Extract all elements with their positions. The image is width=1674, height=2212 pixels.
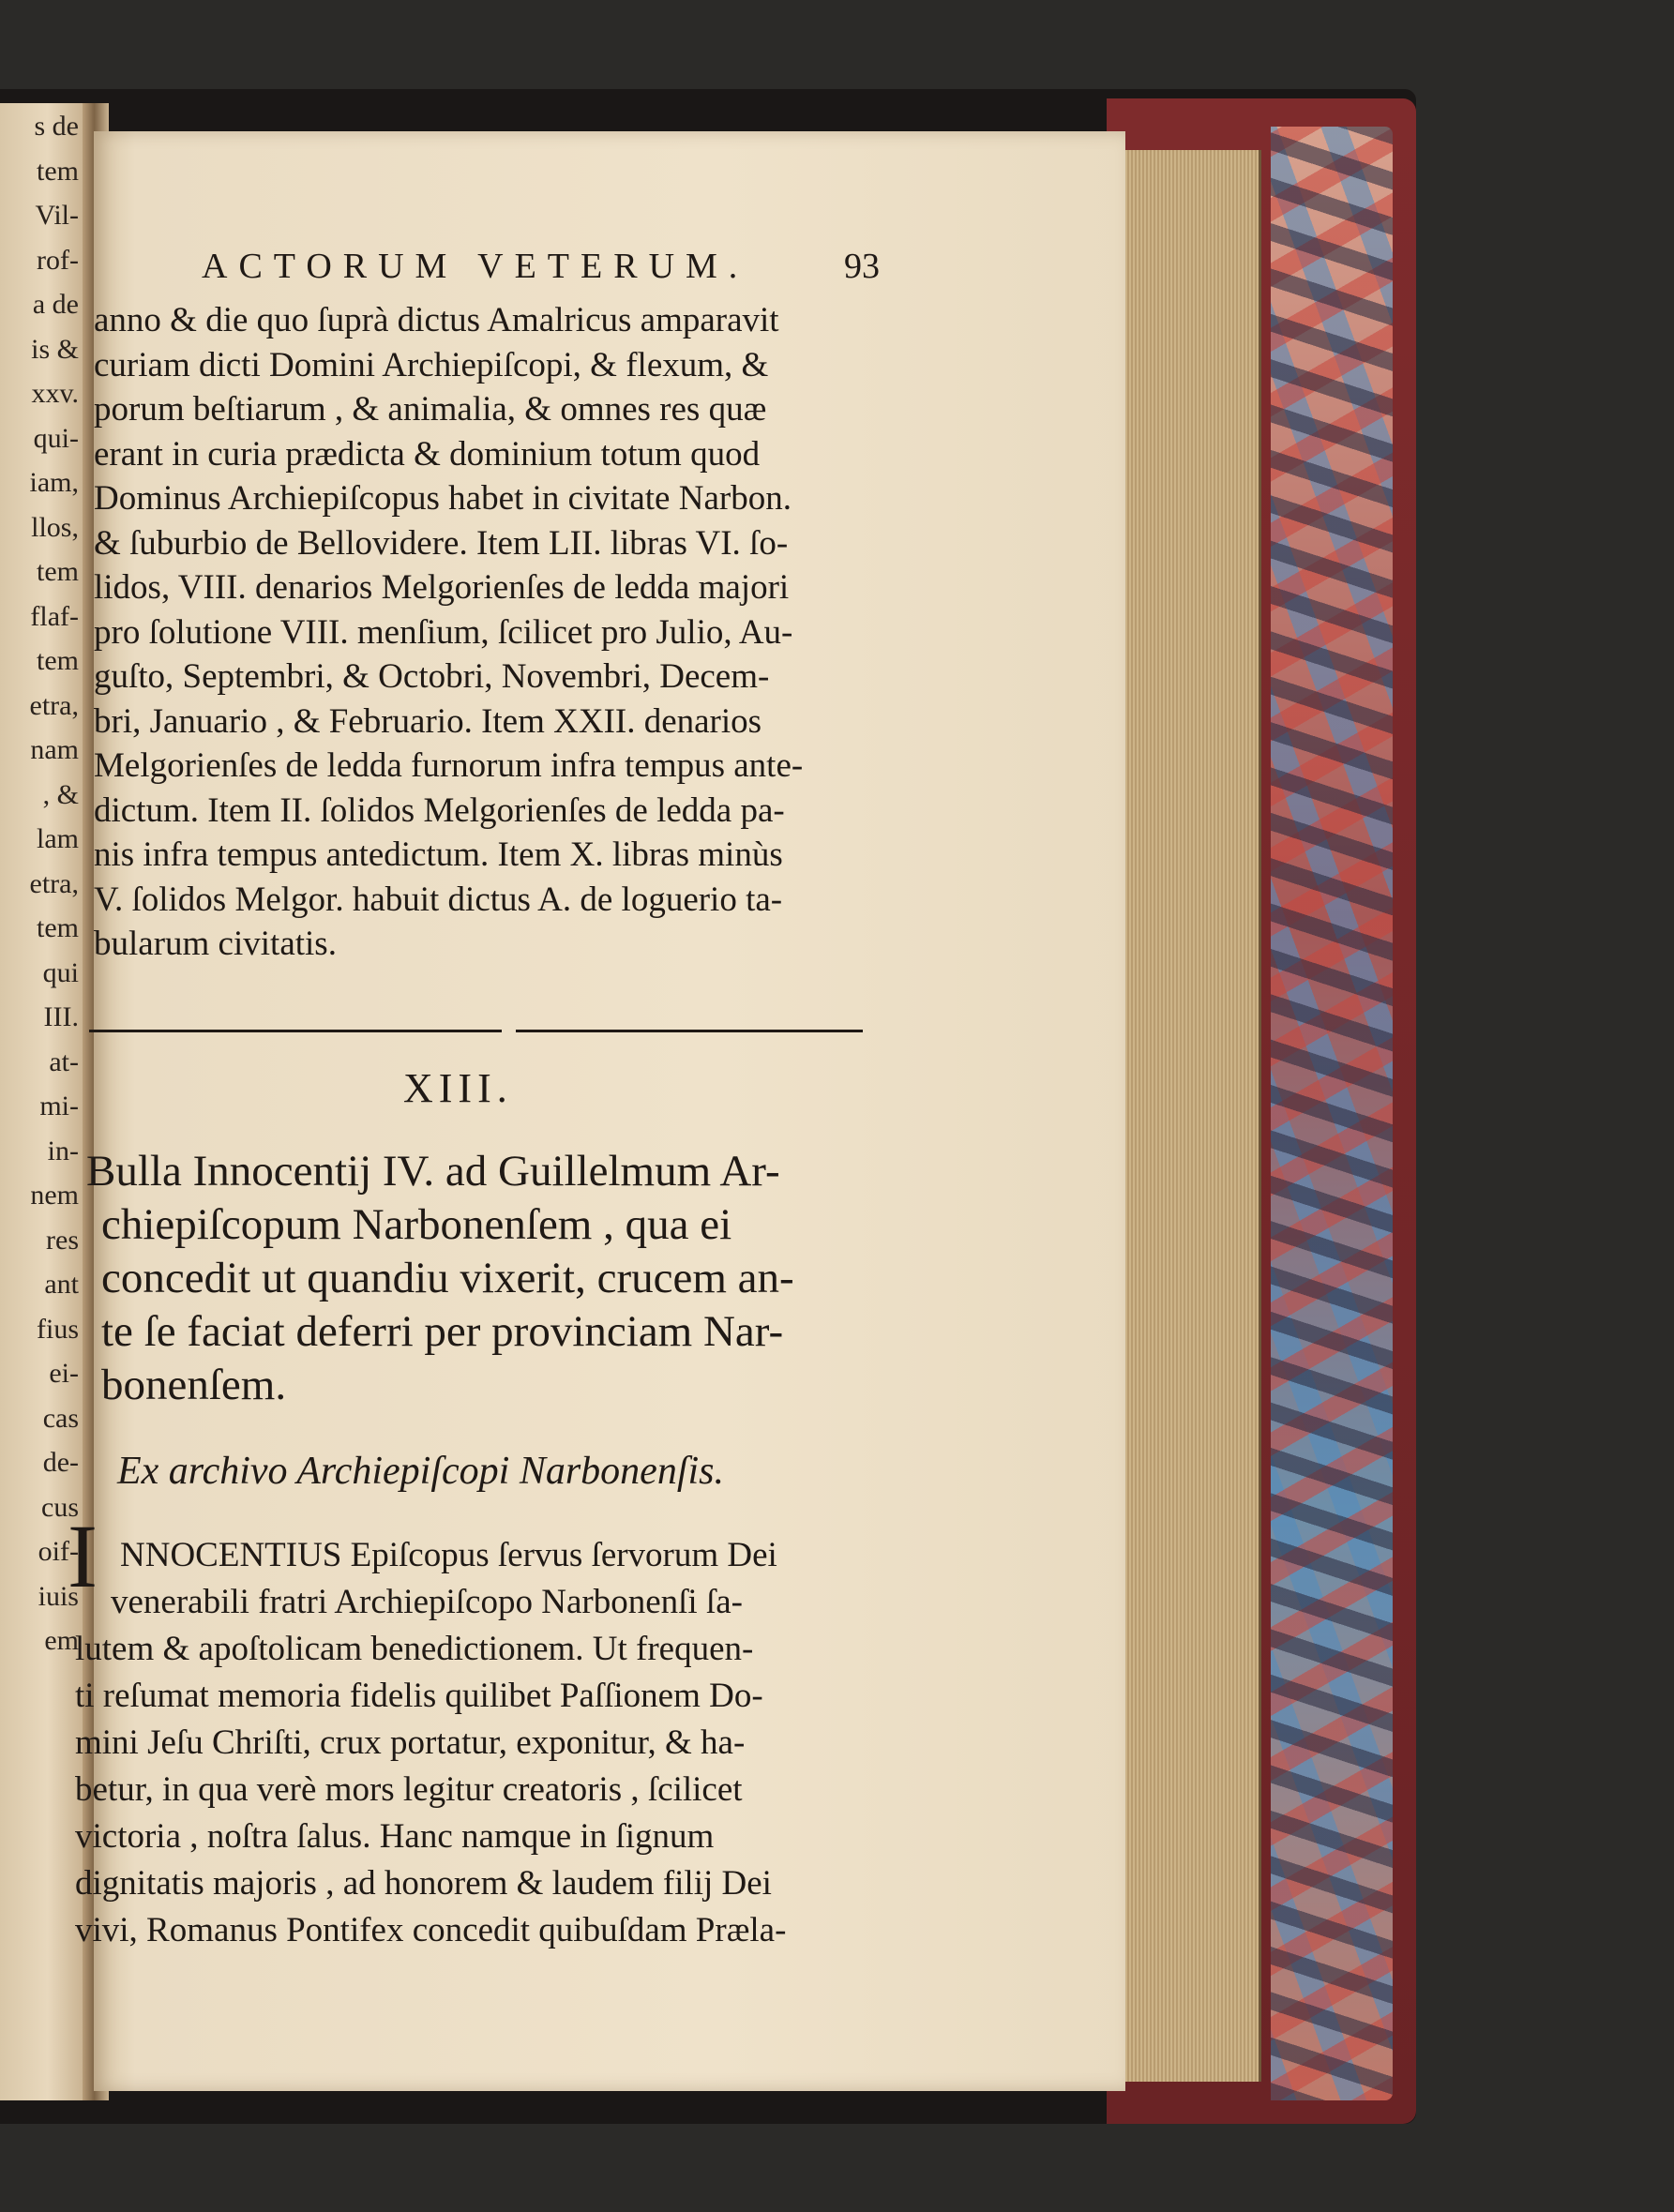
facing-page-line: rof- xyxy=(37,244,79,276)
facing-page-line: , & xyxy=(42,778,79,810)
page-number: 93 xyxy=(844,247,880,286)
facing-page-line: III. xyxy=(43,1001,79,1032)
text-line: vivi, Romanus Pontifex concedit quibuſdam Præla- xyxy=(75,1911,787,1949)
facing-page-line: tem xyxy=(37,556,79,587)
text-line: Melgorienſes de ledda furnorum infra tempus ante- xyxy=(94,746,804,785)
text-line: dictum. Item II. ſolidos Melgorienſes de ledda pa- xyxy=(94,790,785,830)
text-line: anno & die quo ſuprà dictus Amalricus amparavit xyxy=(94,301,779,339)
text-line: nis infra tempus antedictum. Item X. libras minùs xyxy=(94,835,783,874)
text-line: lidos, VIII. denarios Melgorienſes de ledda majori xyxy=(94,568,790,607)
marbled-edge xyxy=(1271,127,1393,2100)
page-block-edge xyxy=(1116,150,1261,2082)
facing-page-line: etra, xyxy=(29,867,79,899)
text-line: victoria , noſtra ſalus. Hanc namque in ſignum xyxy=(75,1817,715,1856)
title-line: te ſe faciat deferri per provinciam Nar- xyxy=(101,1307,784,1356)
text-line: mini Jeſu Chriſti, crux portatur, exponitur, & ha- xyxy=(75,1723,746,1762)
facing-page-line: a de xyxy=(32,289,79,320)
facing-page-line: flaf- xyxy=(30,600,79,632)
title-line: Bulla Innocentij IV. ad Guillelmum Ar- xyxy=(86,1147,780,1196)
text-line: bularum civitatis. xyxy=(94,925,337,963)
text-line: venerabili fratri Archiepiſcopo Narbonenſi ſa- xyxy=(111,1583,743,1621)
facing-page-line: llos, xyxy=(31,511,79,543)
facing-page-fragment xyxy=(0,103,86,2100)
facing-page-line: de- xyxy=(42,1447,79,1478)
text-line: NNOCENTIUS Epiſcopus ſervus ſervorum Dei xyxy=(120,1536,777,1574)
facing-page-line: etra, xyxy=(29,689,79,721)
facing-page-line: lam xyxy=(37,823,79,854)
facing-page-line: ei- xyxy=(49,1358,79,1389)
facing-page-line: nam xyxy=(30,734,79,765)
text-line: porum beſtiarum , & animalia, & omnes res quæ xyxy=(94,390,767,429)
title-line: bonenſem. xyxy=(101,1361,287,1409)
facing-page-line: tem xyxy=(37,912,79,943)
section-divider-right xyxy=(516,1030,863,1032)
section-number: XIII. xyxy=(403,1065,513,1111)
source-note: Ex archivo Archiepiſcopi Narbonenſis. xyxy=(117,1450,725,1493)
facing-page-line: tem xyxy=(37,645,79,676)
facing-page-line: iam, xyxy=(29,467,79,498)
title-line: chiepiſcopum Narbonenſem , qua ei xyxy=(101,1200,732,1249)
text-line: curiam dicti Domini Archiepiſcopi, & flexum, & xyxy=(94,345,769,384)
text-line: & ſuburbio de Bellovidere. Item LII. libras VI. ſo- xyxy=(94,523,789,563)
facing-page-line: qui- xyxy=(33,422,79,454)
facing-page-line: oif- xyxy=(38,1536,79,1567)
facing-page-line: at- xyxy=(49,1046,79,1077)
facing-page-line: qui xyxy=(42,956,79,988)
facing-page-line: in- xyxy=(47,1135,79,1166)
facing-page-line: tem xyxy=(37,155,79,187)
text-line: ti reſumat memoria fidelis quilibet Paſſionem Do- xyxy=(75,1677,763,1715)
text-line: lutem & apoſtolicam benedictionem. Ut frequen- xyxy=(75,1630,754,1668)
facing-page-line: nem xyxy=(30,1180,79,1211)
text-line: pro ſolutione VIII. menſium, ſcilicet pro Julio, Au- xyxy=(94,612,793,652)
text-line: betur, in qua verè mors legitur creatoris , ſcilicet xyxy=(75,1770,743,1809)
drop-cap: I xyxy=(68,1506,98,1606)
facing-page-line: res xyxy=(46,1224,79,1256)
section-divider-left xyxy=(89,1030,502,1032)
facing-page-line: xxv. xyxy=(31,378,79,409)
text-line: erant in curia prædicta & dominium totum quod xyxy=(94,434,761,474)
text-line: guſto, Septembri, & Octobri, Novembri, Decem- xyxy=(94,657,770,696)
facing-page-line: em xyxy=(44,1625,79,1656)
facing-page-line: Vil- xyxy=(35,200,79,231)
facing-page-line: cus xyxy=(41,1491,79,1523)
text-line: bri, Januario , & Februario. Item XXII. denarios xyxy=(94,701,762,741)
text-line: dignitatis majoris , ad honorem & laudem filij Dei xyxy=(75,1864,772,1903)
facing-page-line: is & xyxy=(31,333,79,365)
title-line: concedit ut quandiu vixerit, crucem an- xyxy=(101,1254,794,1302)
facing-page-line: cas xyxy=(42,1402,79,1434)
facing-page-line: ant xyxy=(44,1269,79,1300)
facing-page-line: s de xyxy=(34,111,79,142)
text-line: Dominus Archiepiſcopus habet in civitate Narbon. xyxy=(94,479,792,518)
facing-page-line: fius xyxy=(37,1313,79,1345)
facing-page-line: mi- xyxy=(39,1091,79,1121)
running-head: ACTORUM VETERUM. xyxy=(202,247,749,286)
facing-page-line: iuis xyxy=(38,1580,79,1612)
text-line: V. ſolidos Melgor. habuit dictus A. de loguerio ta- xyxy=(94,880,783,919)
